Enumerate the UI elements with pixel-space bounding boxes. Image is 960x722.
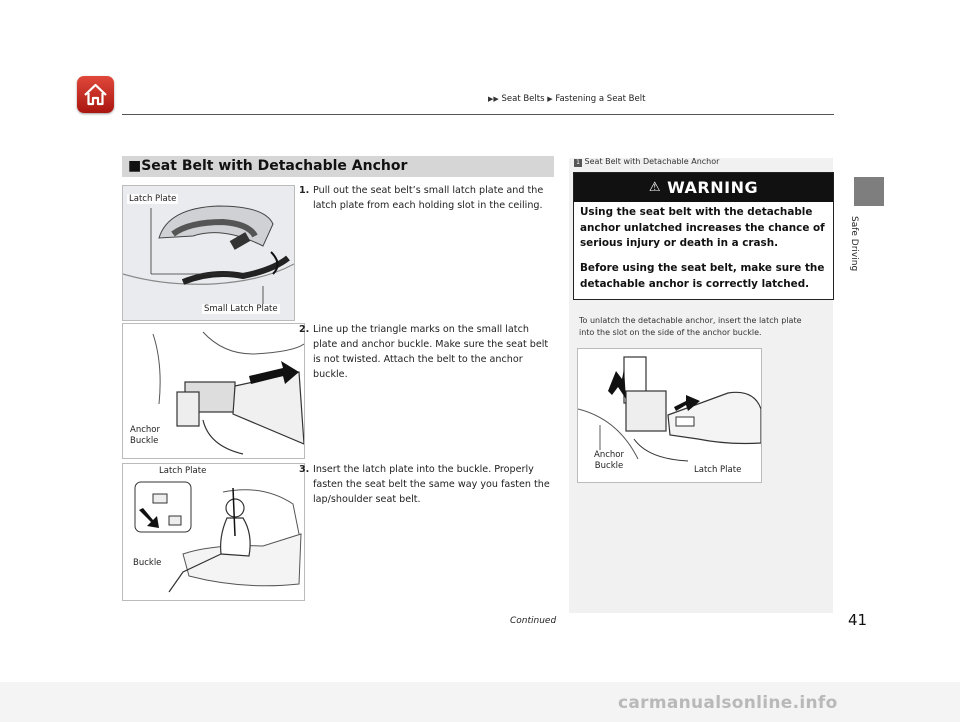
fig1-label-small-latch-plate: Small Latch Plate: [204, 304, 278, 314]
breadcrumb: [488, 94, 645, 104]
watermark-text: carmanualsonline.info: [618, 693, 838, 713]
breadcrumb-arrow-icon: ▶▶: [488, 95, 499, 103]
figure-latch-plates: [122, 185, 295, 321]
page-number: 41: [848, 611, 868, 629]
warning-triangle-icon: ⚠: [648, 180, 662, 195]
step-2-text: Line up the triangle marks on the small latch plate and anchor buckle. Make sure the seat belt is not twisted. Attach the belt to the anchor buckle.: [313, 324, 549, 380]
note-title-text: Seat Belt with Detachable Anchor: [584, 157, 720, 166]
warning-box: [573, 172, 834, 300]
fig4-label-anchor-buckle: Anchor Buckle: [588, 450, 630, 472]
step-1-number: 1.: [299, 185, 310, 196]
section-title: ■Seat Belt with Detachable Anchor: [128, 158, 408, 174]
step-2: [299, 322, 555, 382]
latch-plate-illustration: [123, 186, 294, 320]
home-button[interactable]: [77, 76, 114, 113]
section-heading: [122, 156, 554, 177]
figure-unlatch-anchor: [577, 348, 762, 483]
continued-label: Continued: [510, 616, 557, 626]
step-2-number: 2.: [299, 324, 310, 335]
chapter-tab-label: Safe Driving: [849, 216, 859, 272]
chapter-tab[interactable]: [854, 177, 884, 206]
breadcrumb-item-seat-belts[interactable]: Seat Belts: [501, 94, 545, 104]
fig4-label-latch-plate: Latch Plate: [694, 465, 742, 475]
header-rule: [122, 114, 834, 115]
warning-heading: WARNING: [667, 178, 759, 197]
figure-anchor-buckle: [122, 323, 305, 459]
note-title: [574, 157, 719, 167]
breadcrumb-item-fastening[interactable]: Fastening a Seat Belt: [555, 94, 646, 104]
warning-paragraph-2: Before using the seat belt, make sure the detachable anchor is correctly latched.: [580, 262, 825, 290]
buckle-fastened-illustration: [123, 464, 304, 600]
note-marker: 1: [574, 159, 582, 167]
step-1-text: Pull out the seat belt’s small latch plate and the latch plate from each holding slot in the ceiling.: [313, 185, 544, 211]
step-3-text: Insert the latch plate into the buckle. Properly fasten the seat belt the same way you fasten the lap/shoulder seat belt.: [313, 464, 550, 505]
breadcrumb-separator-icon: ▶: [547, 95, 553, 103]
figure-buckle-fastened: [122, 463, 305, 601]
step-3-number: 3.: [299, 464, 310, 475]
note-body: To unlatch the detachable anchor, insert the latch plate into the slot on the side of the anchor buckle.: [579, 316, 802, 337]
warning-header: [574, 173, 833, 202]
fig3-label-latch-plate: Latch Plate: [159, 466, 207, 476]
home-icon: [82, 81, 109, 108]
fig2-label-anchor-buckle: Anchor Buckle: [128, 425, 174, 447]
warning-paragraph-1: Using the seat belt with the detachable anchor unlatched increases the chance of serious injury or death in a crash.: [580, 206, 825, 249]
fig3-label-buckle: Buckle: [133, 558, 162, 568]
step-3: [299, 462, 555, 507]
step-1: [299, 183, 555, 213]
fig1-label-latch-plate: Latch Plate: [129, 194, 177, 204]
